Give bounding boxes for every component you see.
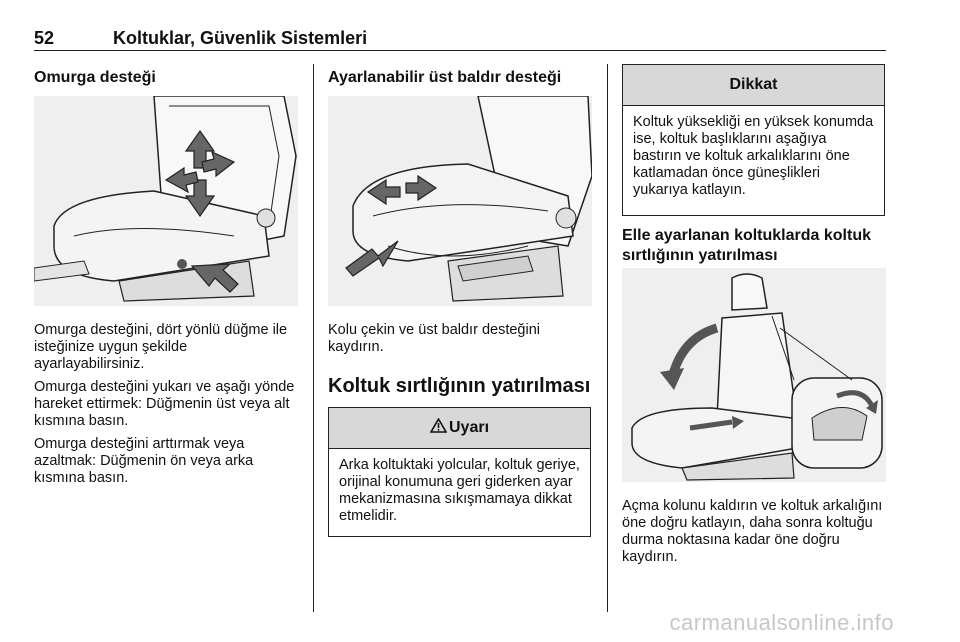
column-divider [313,64,314,612]
seat-fold-image [622,268,886,482]
thigh-support-heading: Ayarlanabilir üst baldır desteği [328,69,562,86]
page-number: 52 [34,28,55,48]
paragraph: Omurga desteğini, dört yönlü düğme ile isteğinize uygun şekilde ayarlayabilirsiniz. [34,322,288,372]
manual-seat-text: Açma kolunu kaldırın ve koltuk arkalığını öne doğru katlayın, daha sonra koltuğu durma noktasına kadar öne doğru kaydırın. [622,498,883,565]
caution-box [622,64,885,216]
chapter-title: Koltuklar, Güvenlik Sistemleri [113,28,368,48]
lumbar-support-illustration [34,96,298,306]
warning-header [329,408,590,449]
caution-title: Dikkat [729,76,778,93]
warning-title: Uyarı [448,419,490,436]
thigh-support-text: Kolu çekin ve üst baldır desteğini kaydırın. [328,322,540,355]
caution-header [623,65,884,106]
watermark: carmanualsonline.info [669,610,894,635]
column-divider [607,64,608,612]
lumbar-support-text [34,322,300,487]
warning-triangle-icon [430,418,447,438]
paragraph: Omurga desteğini yukarı ve aşağı yönde hareket ettirmek: Düğmenin üst veya alt kısmına basın. [34,379,295,429]
caution-text: Koltuk yüksekliği en yüksek konumda ise, koltuk başlıklarını aşağıya bastırın ve koltuk arkalıklarını öne katlamadan önce güneşlikleri yukarıya katlayın. [633,114,874,198]
section-heading: Koltuk sırtlığının yatırılması [328,375,591,397]
warning-text: Arka koltuktaki yolcular, koltuk geriye, orijinal konumuna geri giderken ayar mekanizmasına sıkışmamaya dikkat etmelidir. [339,457,580,524]
paragraph: Omurga desteğini arttırmak veya azaltmak: Düğmenin ön veya arka kısmına basın. [34,436,254,486]
thigh-support-illustration [328,96,592,306]
seat-thigh-image [328,96,592,306]
warning-box [328,407,591,537]
seat-lumbar-image [34,96,298,306]
page-header [34,28,886,51]
folding-seatback-illustration [622,268,886,482]
lumbar-support-heading: Omurga desteği [34,69,156,86]
manual-seat-heading: Elle ayarlanan koltuklarda koltuk sırtlığının yatırılması [622,227,871,264]
